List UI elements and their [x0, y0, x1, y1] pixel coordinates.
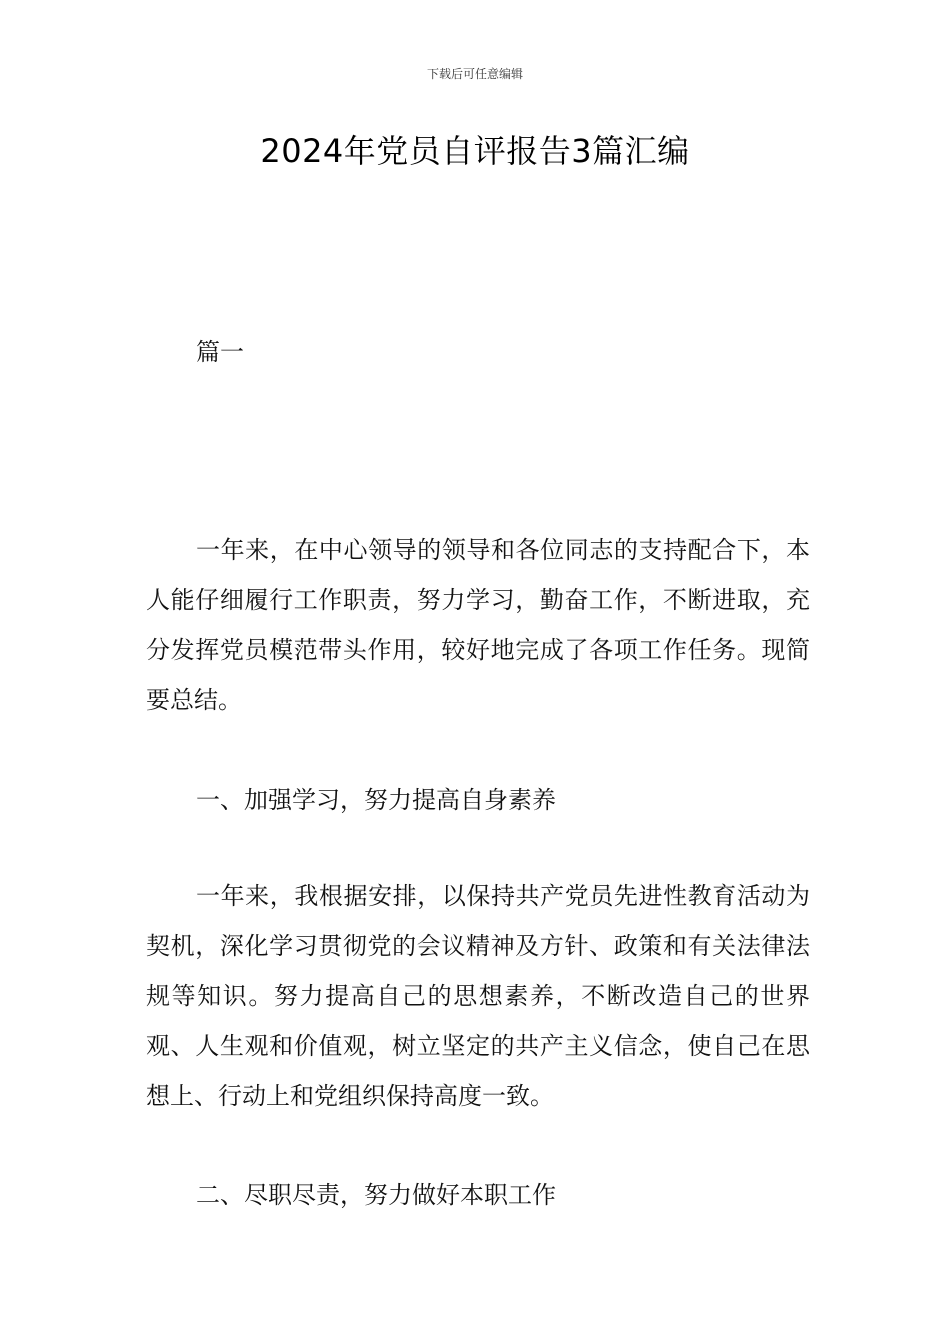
intro-paragraph: 一年来，在中心领导的领导和各位同志的支持配合下，本人能仔细履行工作职责，努力学习，勤奋工作，不断进取，充分发挥党员模范带头作用，较好地完成了各项工作任务。现简要总结。 — [146, 536, 810, 714]
header-note: 下载后可任意编辑 — [426, 67, 523, 81]
section-label: 篇一 — [196, 338, 244, 366]
study-paragraph: 一年来，我根据安排，以保持共产党员先进性教育活动为契机，深化学习贯彻党的会议精神及方针、政策和有关法律法规等知识。努力提高自己的思想素养，不断改造自己的世界观、人生观和价值观，树立坚定的共产主义信念，使自己在思想上、行动上和党组织保持高度一致。 — [146, 882, 810, 1110]
document-title: 2024年党员自评报告3篇汇编 — [260, 132, 690, 170]
section-heading-1: 一、加强学习，努力提高自身素养 — [196, 786, 556, 814]
section-heading-2: 二、尽职尽责，努力做好本职工作 — [196, 1181, 556, 1209]
